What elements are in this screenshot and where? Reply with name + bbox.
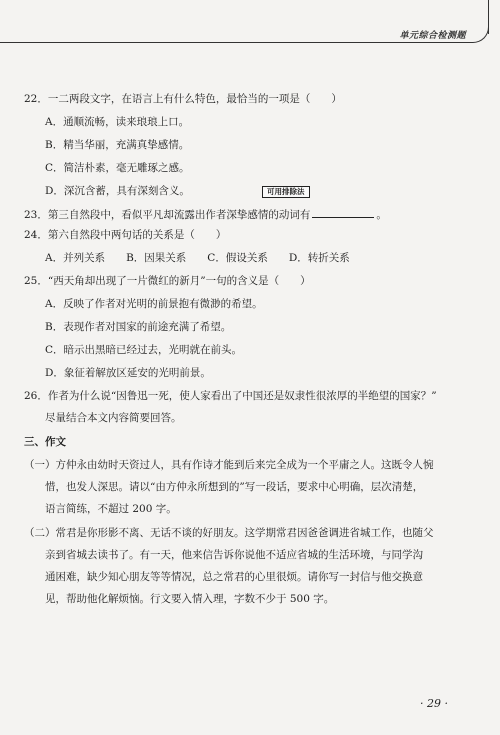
header-tag: 单元综合检测题 [399,31,466,41]
essay-2-line-2: 亲到省城去读书了。有一天，他来信告诉你说他不适应省城的生活环境，与同学沟 [45,549,423,561]
hint-stamp: 可用排除法 [262,186,310,198]
header-rule [0,42,471,43]
frame-corner [470,23,489,43]
q25-option-b: B．表现作者对国家的前途充满了希望。 [45,321,232,333]
essay-2-line-4: 见，帮助他化解烦恼。行文要入情入理，字数不少于 500 字。 [45,593,335,605]
essay-2-line-1: （二）常君是你形影不离、无话不谈的好朋友。这学期常君因爸爸调进省城工作，也随父 [24,527,434,539]
q22-option-d: D．深沉含蓄，具有深刻含义。 [45,185,190,197]
q25-option-c: C．暗示出黑暗已经过去，光明就在前头。 [45,344,243,356]
q22-option-a: A．通顺流畅，读来琅琅上口。 [45,116,190,128]
q22-stem: 22．一二两段文字，在语言上有什么特色，最恰当的一项是（ ） [24,93,342,105]
q26-line-1: 26．作者为什么说“因鲁迅一死，使人家看出了中国还是奴隶性很浓厚的半绝望的国家？” [24,390,437,402]
q23-end: 。 [376,209,387,221]
essay-2-line-3: 通困难，缺少知心朋友等等情况，总之常君的心里很烦。请你写一封信与他交换意 [45,571,423,583]
q25-option-d: D．象征着解放区延安的光明前景。 [45,367,211,379]
q22-option-c: C．简洁朴素，毫无雕琢之感。 [45,162,190,174]
essay-1-line-1: （一）方仲永由幼时天资过人，具有作诗才能到后来完全成为一个平庸之人。这既令人惋 [24,459,434,471]
q23-stem: 23．第三自然段中，看似平凡却流露出作者深挚感情的动词有 [24,209,311,221]
q26-line-2: 尽量结合本文内容简要回答。 [45,412,182,424]
q24-stem: 24．第六自然段中两句话的关系是（ ） [24,229,227,241]
q25-stem: 25．“西天角却出现了一片微红的新月”一句的含义是（ ） [24,275,311,287]
section-title: 三、作文 [24,436,66,448]
q23-line [24,207,387,222]
q25-option-a: A．反映了作者对光明的前景抱有微渺的希望。 [45,298,263,310]
essay-1-line-2: 惜，也发人深思。请以“由方仲永所想到的”写一段话，要求中心明确，层次清楚， [45,481,424,493]
q24-options: A．并列关系 B．因果关系 C．假设关系 D．转折关系 [45,252,350,264]
q22-option-b: B．精当华丽，充满真挚感情。 [45,139,190,151]
essay-1-line-3: 语言简练，不超过 200 字。 [45,503,177,515]
page-number: · 29 · [420,697,448,710]
page-frame [0,0,500,46]
q23-answer-blank[interactable] [312,207,374,218]
